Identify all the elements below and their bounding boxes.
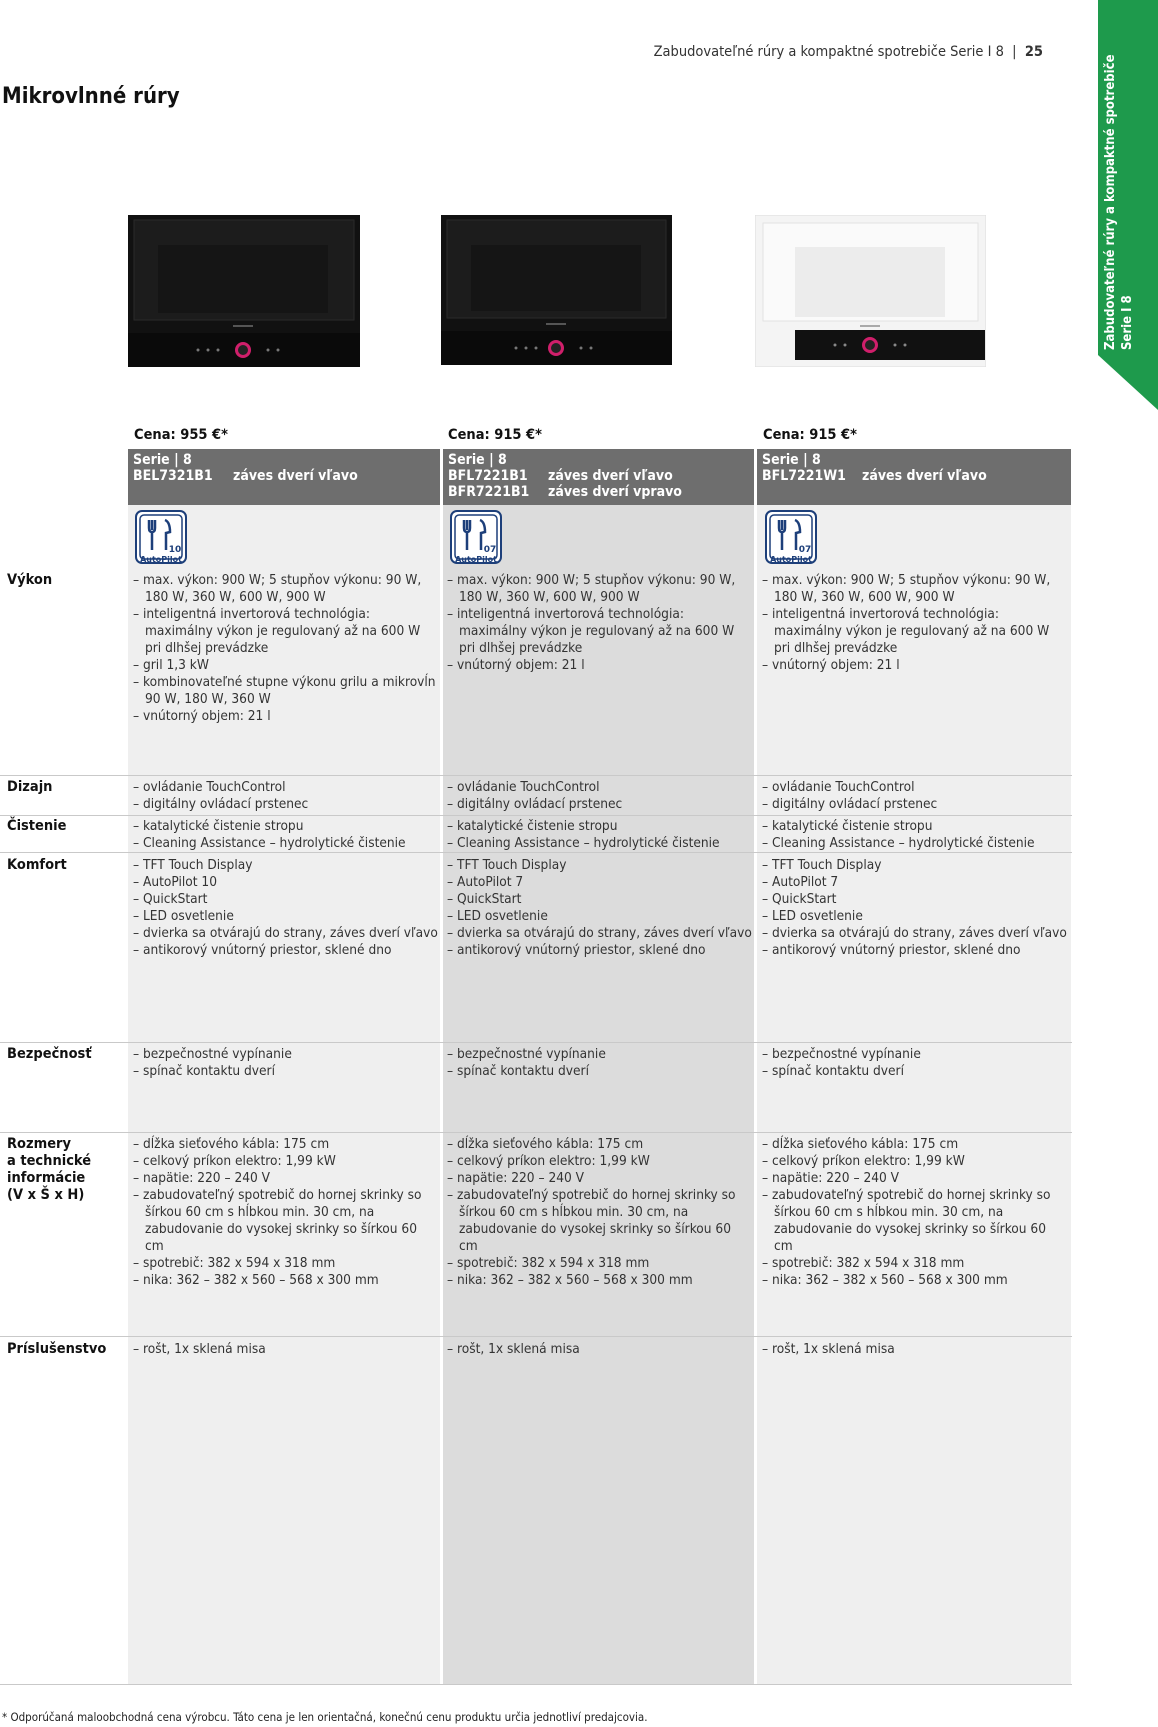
spec-item: – QuickStart bbox=[447, 891, 752, 908]
spec-item: – kombinovateľné stupne výkonu grilu a mikrovĺn 90 W, 180 W, 360 W bbox=[133, 674, 438, 708]
spec-item: – AutoPilot 7 bbox=[447, 874, 752, 891]
black-oven-icon bbox=[128, 215, 360, 367]
model-bar-3 bbox=[757, 449, 1071, 505]
spec-cell bbox=[133, 1341, 438, 1358]
corner-tab-line1: Zabudovateľné rúry a kompaktné spotrebiče bbox=[1103, 54, 1118, 350]
row-label-prislusenstvo: Príslušenstvo bbox=[7, 1341, 107, 1357]
spec-item: – zabudovateľný spotrebič do hornej skrinky so šírkou 60 cm s hĺbkou min. 30 cm, na zabudovanie do vysokej skrinky so šírkou 60 cm bbox=[447, 1187, 752, 1255]
model-code: BFR7221B1 bbox=[448, 484, 530, 500]
spec-item: – katalytické čistenie stropu bbox=[447, 818, 752, 835]
page-number: 25 bbox=[1024, 44, 1043, 60]
price-2: Cena: 915 €* bbox=[448, 427, 542, 443]
row-label-komfort: Komfort bbox=[7, 857, 67, 873]
spec-item: – zabudovateľný spotrebič do hornej skrinky so šírkou 60 cm s hĺbkou min. 30 cm, na zabudovanie do vysokej skrinky so šírkou 60 cm bbox=[133, 1187, 438, 1255]
spec-item: – TFT Touch Display bbox=[447, 857, 752, 874]
spec-item: – digitálny ovládací prstenec bbox=[762, 796, 1068, 813]
spec-item: – dĺžka sieťového kábla: 175 cm bbox=[447, 1136, 752, 1153]
spec-item: – nika: 362 – 382 x 560 – 568 x 300 mm bbox=[447, 1272, 752, 1289]
spec-item: – QuickStart bbox=[762, 891, 1068, 908]
running-header: Zabudovateľné rúry a kompaktné spotrebiče Serie I 8 | 25 bbox=[653, 44, 1043, 60]
spec-item: – Cleaning Assistance – hydrolytické čistenie bbox=[762, 835, 1068, 852]
spec-cell bbox=[133, 779, 438, 813]
spec-item: – rošt, 1x sklená misa bbox=[133, 1341, 438, 1358]
product-image-1 bbox=[128, 215, 360, 367]
spec-item: – zabudovateľný spotrebič do hornej skrinky so šírkou 60 cm s hĺbkou min. 30 cm, na zabudovanie do vysokej skrinky so šírkou 60 cm bbox=[762, 1187, 1068, 1255]
spec-item: – Cleaning Assistance – hydrolytické čistenie bbox=[447, 835, 752, 852]
spec-item: – ovládanie TouchControl bbox=[762, 779, 1068, 796]
spec-item: – vnútorný objem: 21 l bbox=[762, 657, 1068, 674]
spec-item: – LED osvetlenie bbox=[133, 908, 438, 925]
spec-item: – spotrebič: 382 x 594 x 318 mm bbox=[762, 1255, 1068, 1272]
autopilot-label: AutoPilot bbox=[455, 555, 497, 564]
white-oven-icon bbox=[755, 215, 986, 367]
model-code: BFL7221W1 bbox=[762, 468, 846, 484]
autopilot-label: AutoPilot bbox=[770, 555, 812, 564]
spec-item: – napätie: 220 – 240 V bbox=[447, 1170, 752, 1187]
row-divider bbox=[0, 1132, 1072, 1133]
row-divider bbox=[0, 815, 1072, 816]
spec-cell bbox=[447, 1046, 752, 1080]
spec-item: – napätie: 220 – 240 V bbox=[133, 1170, 438, 1187]
spec-item: – vnútorný objem: 21 l bbox=[133, 708, 438, 725]
spec-item: – spínač kontaktu dverí bbox=[762, 1063, 1068, 1080]
spec-item: – spínač kontaktu dverí bbox=[133, 1063, 438, 1080]
spec-item: – bezpečnostné vypínanie bbox=[762, 1046, 1068, 1063]
spec-item: – nika: 362 – 382 x 560 – 568 x 300 mm bbox=[133, 1272, 438, 1289]
corner-tab-line2: Serie I 8 bbox=[1120, 295, 1135, 350]
spec-cell bbox=[762, 857, 1068, 959]
spec-item: – max. výkon: 900 W; 5 stupňov výkonu: 90 W, 180 W, 360 W, 600 W, 900 W bbox=[762, 572, 1068, 606]
row-label-line: a technické bbox=[7, 1153, 92, 1169]
spec-cell bbox=[447, 779, 752, 813]
spec-item: – antikorový vnútorný priestor, sklené dno bbox=[133, 942, 438, 959]
spec-item: – antikorový vnútorný priestor, sklené dno bbox=[762, 942, 1068, 959]
model-bar-1 bbox=[128, 449, 440, 505]
autopilot-icon bbox=[450, 510, 502, 564]
spec-item: – katalytické čistenie stropu bbox=[133, 818, 438, 835]
spec-cell bbox=[762, 818, 1068, 852]
product-image-2 bbox=[441, 215, 672, 365]
spec-item: – ovládanie TouchControl bbox=[447, 779, 752, 796]
spec-item: – inteligentná invertorová technológia: maximálny výkon je regulovaný až na 600 W pri dlhšej prevádzke bbox=[762, 606, 1068, 657]
row-divider bbox=[0, 775, 1072, 776]
spec-cell bbox=[762, 779, 1068, 813]
spec-item: – rošt, 1x sklená misa bbox=[762, 1341, 1068, 1358]
spec-item: – celkový príkon elektro: 1,99 kW bbox=[447, 1153, 752, 1170]
corner-tab bbox=[1098, 0, 1158, 410]
model-bar-2 bbox=[443, 449, 754, 505]
row-divider bbox=[0, 1336, 1072, 1337]
spec-cell bbox=[133, 857, 438, 959]
spec-cell bbox=[762, 1046, 1068, 1080]
spec-item: – dvierka sa otvárajú do strany, záves dverí vľavo bbox=[762, 925, 1068, 942]
autopilot-icon bbox=[765, 510, 817, 564]
model-hinge: záves dverí vľavo bbox=[548, 468, 673, 484]
spec-item: – nika: 362 – 382 x 560 – 568 x 300 mm bbox=[762, 1272, 1068, 1289]
row-label-vykon: Výkon bbox=[7, 572, 53, 588]
spec-cell bbox=[762, 572, 1068, 674]
spec-item: – LED osvetlenie bbox=[447, 908, 752, 925]
spec-item: – dĺžka sieťového kábla: 175 cm bbox=[762, 1136, 1068, 1153]
spec-item: – AutoPilot 7 bbox=[762, 874, 1068, 891]
spec-item: – spotrebič: 382 x 594 x 318 mm bbox=[447, 1255, 752, 1272]
model-hinge: záves dverí vľavo bbox=[862, 468, 987, 484]
serie-label: Serie | 8 bbox=[762, 452, 821, 468]
table-bottom-divider bbox=[0, 1684, 1072, 1685]
row-label-line: Rozmery bbox=[7, 1136, 71, 1152]
spec-item: – dvierka sa otvárajú do strany, záves dverí vľavo bbox=[133, 925, 438, 942]
row-label-line: (V x Š x H) bbox=[7, 1187, 85, 1203]
spec-item: – TFT Touch Display bbox=[762, 857, 1068, 874]
spec-item: – digitálny ovládací prstenec bbox=[133, 796, 438, 813]
spec-item: – TFT Touch Display bbox=[133, 857, 438, 874]
autopilot-number: 10 bbox=[168, 545, 182, 555]
spec-item: – dĺžka sieťového kábla: 175 cm bbox=[133, 1136, 438, 1153]
spec-cell bbox=[133, 572, 438, 725]
model-row bbox=[448, 468, 749, 484]
footnote: * Odporúčaná maloobchodná cena výrobcu. Táto cena je len orientačná, konečnú cenu produktu určia jednotliví predajcovia. bbox=[2, 1710, 648, 1724]
price-1: Cena: 955 €* bbox=[134, 427, 228, 443]
spec-cell bbox=[762, 1341, 1068, 1358]
spec-cell bbox=[447, 572, 752, 674]
running-title: Zabudovateľné rúry a kompaktné spotrebiče Serie I 8 bbox=[653, 44, 1004, 60]
spec-cell bbox=[447, 857, 752, 959]
row-divider bbox=[0, 852, 1072, 853]
spec-item: – LED osvetlenie bbox=[762, 908, 1068, 925]
page-title: Mikrovlnné rúry bbox=[2, 84, 180, 109]
price-3: Cena: 915 €* bbox=[763, 427, 857, 443]
row-label-rozmery bbox=[7, 1136, 91, 1204]
spec-item: – AutoPilot 10 bbox=[133, 874, 438, 891]
spec-item: – katalytické čistenie stropu bbox=[762, 818, 1068, 835]
spec-item: – ovládanie TouchControl bbox=[133, 779, 438, 796]
spec-item: – celkový príkon elektro: 1,99 kW bbox=[762, 1153, 1068, 1170]
spec-cell bbox=[447, 1341, 752, 1358]
spec-item: – napätie: 220 – 240 V bbox=[762, 1170, 1068, 1187]
spec-item: – vnútorný objem: 21 l bbox=[447, 657, 752, 674]
row-divider bbox=[0, 1042, 1072, 1043]
spec-cell bbox=[447, 818, 752, 852]
spec-item: – QuickStart bbox=[133, 891, 438, 908]
spec-item: – bezpečnostné vypínanie bbox=[133, 1046, 438, 1063]
autopilot-label: AutoPilot bbox=[140, 555, 182, 564]
spec-item: – max. výkon: 900 W; 5 stupňov výkonu: 90 W, 180 W, 360 W, 600 W, 900 W bbox=[133, 572, 438, 606]
spec-item: – dvierka sa otvárajú do strany, záves dverí vľavo bbox=[447, 925, 752, 942]
spec-item: – spotrebič: 382 x 594 x 318 mm bbox=[133, 1255, 438, 1272]
spec-item: – celkový príkon elektro: 1,99 kW bbox=[133, 1153, 438, 1170]
black-oven-icon bbox=[441, 215, 672, 365]
row-label-dizajn: Dizajn bbox=[7, 779, 53, 795]
spec-item: – bezpečnostné vypínanie bbox=[447, 1046, 752, 1063]
spec-item: – digitálny ovládací prstenec bbox=[447, 796, 752, 813]
spec-item: – inteligentná invertorová technológia: maximálny výkon je regulovaný až na 600 W pri dlhšej prevádzke bbox=[447, 606, 752, 657]
spec-cell bbox=[133, 1136, 438, 1289]
serie-label: Serie | 8 bbox=[133, 452, 192, 468]
corner-tab-text bbox=[1102, 30, 1152, 350]
row-label-cistenie: Čistenie bbox=[7, 818, 67, 834]
spec-cell bbox=[133, 1046, 438, 1080]
spec-cell bbox=[133, 818, 438, 852]
model-row bbox=[133, 468, 435, 484]
autopilot-number: 07 bbox=[483, 545, 497, 555]
spec-item: – inteligentná invertorová technológia: maximálny výkon je regulovaný až na 600 W pri dlhšej prevádzke bbox=[133, 606, 438, 657]
row-label-line: informácie bbox=[7, 1170, 86, 1186]
serie-label: Serie | 8 bbox=[448, 452, 507, 468]
autopilot-number: 07 bbox=[798, 545, 812, 555]
spec-cell bbox=[762, 1136, 1068, 1289]
model-row bbox=[762, 468, 1066, 484]
spec-item: – Cleaning Assistance – hydrolytické čistenie bbox=[133, 835, 438, 852]
spec-item: – gril 1,3 kW bbox=[133, 657, 438, 674]
model-code: BEL7321B1 bbox=[133, 468, 213, 484]
model-code: BFL7221B1 bbox=[448, 468, 528, 484]
spec-item: – rošt, 1x sklená misa bbox=[447, 1341, 752, 1358]
row-label-bezpecnost: Bezpečnosť bbox=[7, 1046, 92, 1062]
model-row bbox=[448, 484, 749, 500]
product-image-3 bbox=[755, 215, 986, 367]
spec-item: – antikorový vnútorný priestor, sklené dno bbox=[447, 942, 752, 959]
autopilot-icon bbox=[135, 510, 187, 564]
model-hinge: záves dverí vľavo bbox=[233, 468, 358, 484]
spec-item: – max. výkon: 900 W; 5 stupňov výkonu: 90 W, 180 W, 360 W, 600 W, 900 W bbox=[447, 572, 752, 606]
spec-item: – spínač kontaktu dverí bbox=[447, 1063, 752, 1080]
spec-cell bbox=[447, 1136, 752, 1289]
model-hinge: záves dverí vpravo bbox=[548, 484, 682, 500]
